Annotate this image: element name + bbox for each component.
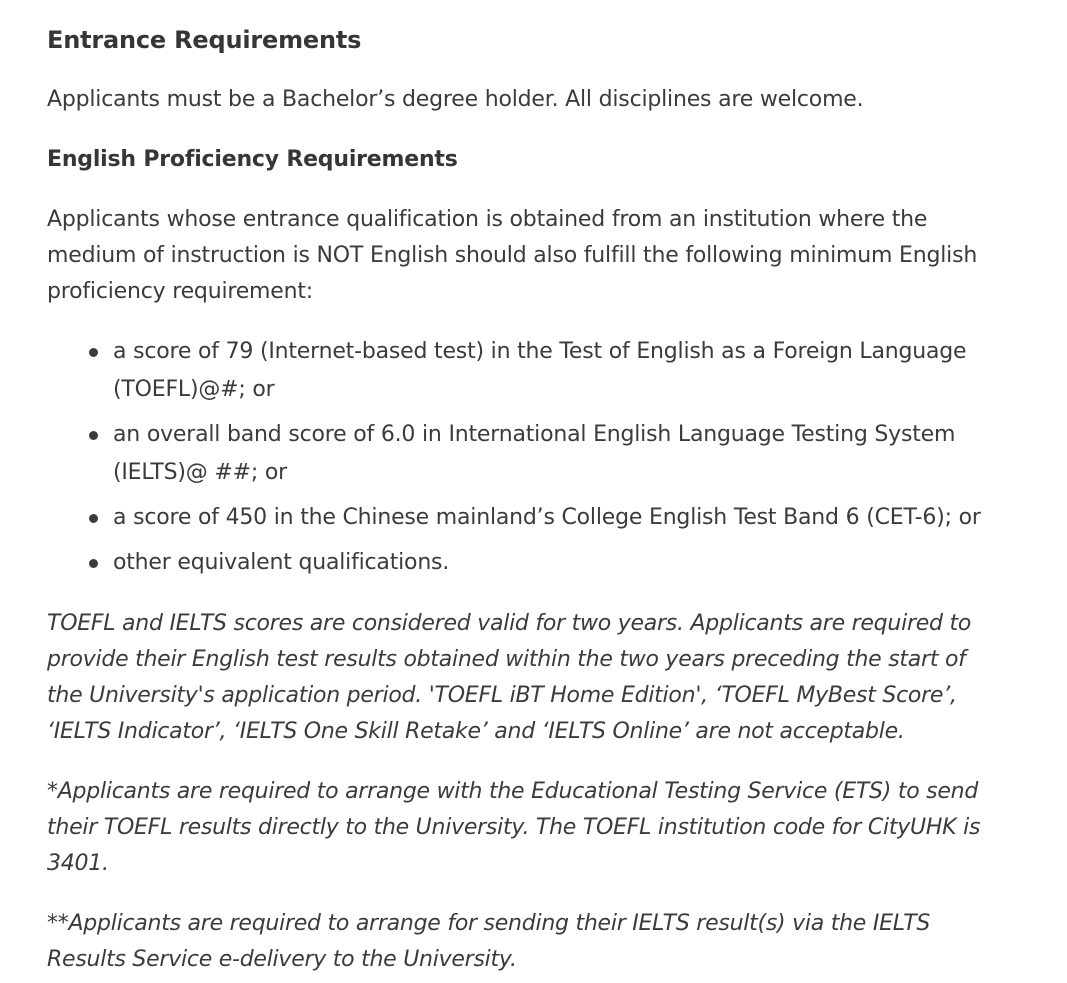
english-proficiency-heading: English Proficiency Requirements [47,147,458,172]
score-validity-note: TOEFL and IELTS scores are considered valid for two years. Applicants are required to provide their English test results obtained within the two years preceding the start of the University's application period. 'TOEFL iBT Home Edition', ‘TOEFL MyBest Score’, ‘IELTS Indicator’, ‘IELTS One Skill Retake’ and ‘IELTS Online’ are not acceptable. [47,611,972,744]
english-requirements-list [47,333,1007,582]
toefl-note: *Applicants are required to arrange with the Educational Testing Service (ETS) to send their TOEFL results directly to the University. The TOEFL institution code for CityUHK is 3401. [47,779,981,876]
bullet-icon [89,431,98,440]
list-item [87,499,1007,537]
list-item-text: a score of 450 in the Chinese mainland’s College English Test Band 6 (CET-6); or [113,505,981,530]
entrance-requirement-text: Applicants must be a Bachelor’s degree holder. All disciplines are welcome. [47,87,864,112]
list-item [87,544,1007,582]
list-item-text: other equivalent qualifications. [113,550,450,575]
entrance-requirements-heading: Entrance Requirements [47,26,362,54]
bullet-icon [89,559,98,568]
english-proficiency-intro: Applicants whose entrance qualification is obtained from an institution where the medium of instruction is NOT English should also fulfill the following minimum English proficiency requirement: [47,207,978,304]
list-item-text: an overall band score of 6.0 in International English Language Testing System (IELTS)@ ##; or [113,422,956,485]
bullet-icon [89,514,98,523]
ielts-note: **Applicants are required to arrange for sending their IELTS result(s) via the IELTS Results Service e-delivery to the University. [47,911,931,972]
list-item [87,416,1007,492]
bullet-icon [89,348,98,357]
list-item [87,333,1007,409]
list-item-text: a score of 79 (Internet-based test) in the Test of English as a Foreign Language (TOEFL)@#; or [113,339,967,402]
